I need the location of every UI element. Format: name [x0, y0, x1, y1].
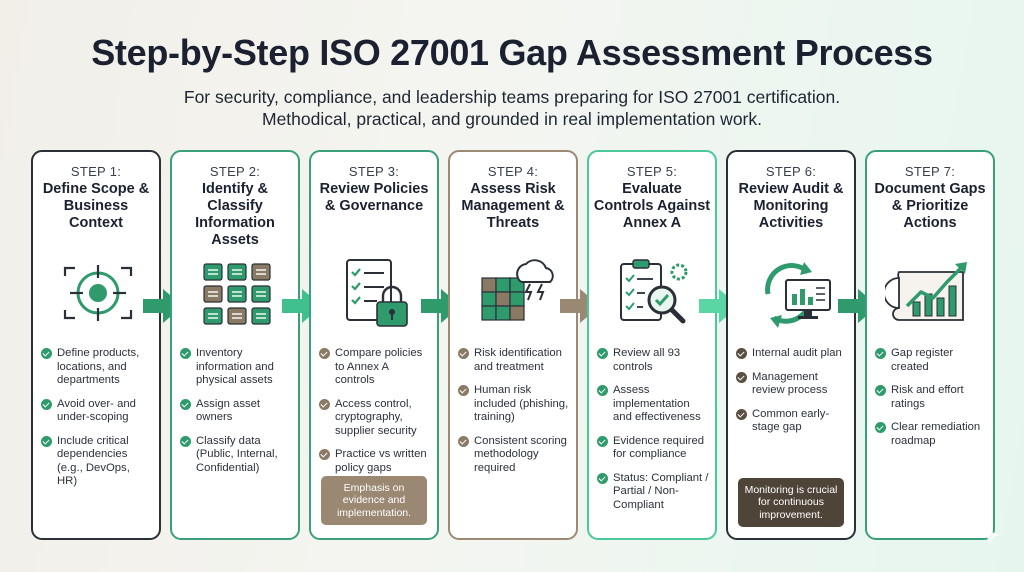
bullet-item: Status: Compliant / Partial / Non-Compliant	[597, 472, 709, 513]
documents-grid-icon	[190, 254, 284, 332]
target-icon	[51, 254, 145, 332]
subtitle-line-1: For security, compliance, and leadership teams preparing for ISO 27001 certification.	[183, 87, 841, 107]
check-icon	[180, 348, 191, 359]
step-title: Review Audit & Monitoring Activities	[738, 181, 844, 231]
check-icon	[736, 372, 747, 383]
bullet-item: Compare policies to Annex A controls	[319, 347, 431, 388]
bullet-item: Define products, locations, and departments	[41, 347, 153, 388]
bullet-item: Classify data (Public, Internal, Confidential)	[180, 435, 292, 476]
growth-chart-icon	[885, 254, 979, 332]
step-title: Define Scope & Business Context	[42, 181, 150, 231]
bullet-item: Practice vs written policy gaps	[319, 448, 431, 475]
bullet-item: Internal audit plan	[736, 347, 848, 361]
step-card-7	[865, 150, 995, 540]
step-label: STEP 6:	[765, 164, 817, 179]
step-card-6	[726, 150, 856, 540]
bullet-item: Human risk included (phishing, training)	[458, 384, 570, 425]
step-label: STEP 3:	[348, 164, 400, 179]
bullet-item: Risk and effort ratings	[875, 384, 987, 411]
bullet-item: Common early-stage gap	[736, 408, 848, 435]
step-label: STEP 2:	[209, 164, 261, 179]
bullet-item: Include critical dependencies (e.g., DevOps, HR)	[41, 435, 153, 489]
check-icon	[736, 409, 747, 420]
check-icon	[319, 449, 330, 460]
step-label: STEP 1:	[70, 164, 122, 179]
step-title: Assess Risk Management & Threats	[461, 181, 565, 231]
bullet-item: Risk identification and treatment	[458, 347, 570, 374]
check-icon	[458, 385, 469, 396]
sparkle-icon	[979, 524, 1001, 546]
bullet-item: Inventory information and physical assets	[180, 347, 292, 388]
check-icon	[597, 436, 608, 447]
step-card-5	[587, 150, 717, 540]
step-label: STEP 5:	[626, 164, 678, 179]
check-icon	[180, 436, 191, 447]
monitoring-note: Monitoring is crucial for continuous improvement.	[738, 478, 844, 528]
check-icon	[597, 348, 608, 359]
clipboard-magnifier-icon	[607, 254, 701, 332]
monitor-cycle-icon	[746, 254, 840, 332]
bullet-item: Assign asset owners	[180, 398, 292, 425]
check-icon	[875, 348, 886, 359]
check-icon	[180, 399, 191, 410]
check-icon	[736, 348, 747, 359]
bullet-item: Review all 93 controls	[597, 347, 709, 374]
check-icon	[597, 385, 608, 396]
bullet-item: Gap register created	[875, 347, 987, 374]
check-icon	[597, 473, 608, 484]
step-title: Review Policies & Governance	[319, 181, 429, 214]
check-icon	[458, 436, 469, 447]
bullet-item: Consistent scoring methodology required	[458, 435, 570, 476]
check-icon	[458, 348, 469, 359]
step-label: STEP 4:	[487, 164, 539, 179]
bullet-item: Management review process	[736, 371, 848, 398]
check-icon	[875, 385, 886, 396]
check-icon	[875, 422, 886, 433]
step-title: Evaluate Controls Against Annex A	[593, 181, 711, 231]
step-label: STEP 7:	[904, 164, 956, 179]
step-card-1	[31, 150, 161, 540]
subtitle-line-2: Methodical, practical, and grounded in real implementation work.	[262, 109, 762, 129]
bullet-item: Clear remediation roadmap	[875, 421, 987, 448]
check-icon	[41, 399, 52, 410]
page-title: Step-by-Step ISO 27001 Gap Assessment Process	[91, 32, 933, 73]
step-title: Identify & Classify Information Assets	[195, 181, 275, 248]
risk-matrix-storm-icon	[468, 254, 562, 332]
bullet-item: Avoid over- and under-scoping	[41, 398, 153, 425]
bullet-item: Assess implementation and effectiveness	[597, 384, 709, 425]
check-icon	[319, 348, 330, 359]
emphasis-note: Emphasis on evidence and implementation.	[321, 476, 427, 526]
step-title: Document Gaps & Prioritize Actions	[874, 181, 986, 231]
step-card-4	[448, 150, 578, 540]
bullet-item: Evidence required for compliance	[597, 435, 709, 462]
step-card-3	[309, 150, 439, 540]
step-card-2	[170, 150, 300, 540]
check-icon	[41, 348, 52, 359]
checklist-lock-icon	[329, 254, 423, 332]
check-icon	[319, 399, 330, 410]
check-icon	[41, 436, 52, 447]
bullet-item: Access control, cryptography, supplier security	[319, 398, 431, 439]
